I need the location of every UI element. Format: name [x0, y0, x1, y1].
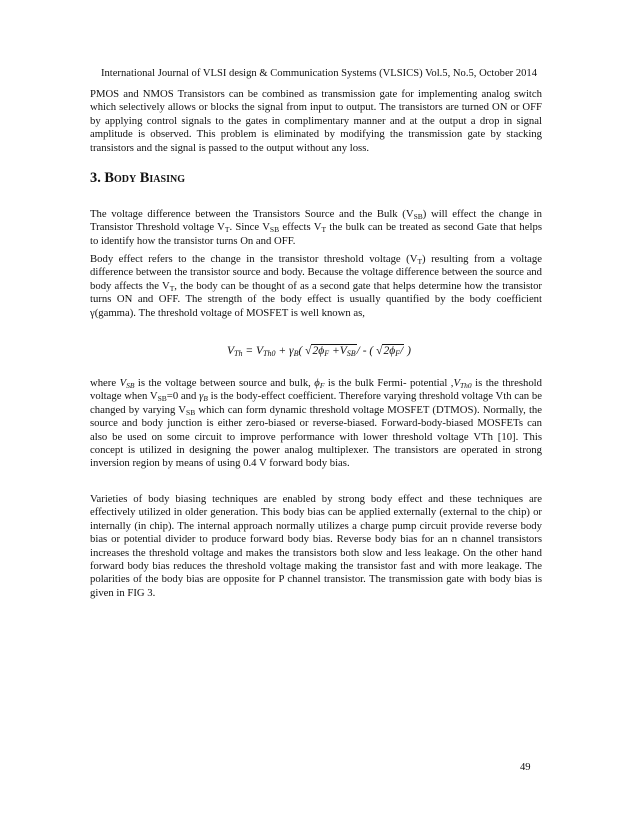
page-number: 49	[520, 762, 531, 773]
threshold-voltage-equation: $V_{Th} = V_{Th0} + \gamma_B$( $√2\phi_F +V_{SB}/$ - ( $√2\phi_F/$ )	[227, 345, 411, 358]
journal-header: International Journal of VLSI design & Communication Systems (VLSICS) Vol.5, No.5, October 2014	[100, 68, 538, 79]
radicand-1: $2\phi_F +V_{SB}$	[312, 345, 356, 358]
paragraph-body-effect: Body effect refers to the change in the transistor threshold voltage $(V_T)$ resulting from a voltage difference between the transistor source and body. Because the voltage difference between the source and body affects the $V_T$, the body can be thought of as a second gate that helps determine how the transistor turns ON and OFF. The strength of the body effect is usually quantified by the body coefficient γ(gamma). The threshold voltage of MOSFET is well known as,	[90, 253, 542, 319]
paragraph-where-definitions: where $V_{SB}$ is the voltage between source and bulk, $\phi_F$ is the bulk Fermi- potential $,V_{Th0}$ is the threshold voltage when $V_{SB}=0$ and $\gamma_B$ is the body-effect coefficient. Therefore varying threshold voltage Vth can be changed by varying $V_{SB}$ which can form dynamic threshold voltage MOSFET (DTMOS). Normally, the source and body junction is either zero-biased or reverse-biased. Forward-body-biased MOSFETs can also be used on some circuit to improve performance with lower threshold voltage VTh [10]. This concept is utilized in designing the power analog multiplexer. The transistors are operated in strong inversion region by means of using 0.4 V forward body bias.	[90, 377, 542, 470]
paragraph-body-bias-techniques: Varieties of body biasing techniques are enabled by strong body effect and these techniques are effectively utilized in older generation. This body bias can be applied externally (external to the chip) or internally (in chip). The internal approach normally utilizes a charge pump circuit provide reverse body bias or potential divider to produce forward body bias. Reverse body bias for an n channel transistors increases the threshold voltage and makes the transistors both slow and less leakage. On the other hand forward body bias reduces the threshold voltage making the transistor fast and with more leakage. The polarities of the body bias are opposite for P channel transistor. The transmission gate with body bias is given in FIG 3.	[90, 493, 542, 599]
sqrt-symbol: √	[305, 345, 312, 357]
paragraph-intro: PMOS and NMOS Transistors can be combined as transmission gate for implementing analog switch which selectively allows or blocks the signal from input to output. The transistors are turned ON or OFF by applying control signals to the gates in complimentary manner and at the output a drop in signal amplitude is observed. This problem is eliminated by modifying the transmission gate by stacking transistors and the signal is passed to the output without any loss.	[90, 88, 542, 154]
radicand-2: $2\phi_F/$	[383, 345, 404, 358]
section-heading: 3. Body Biasing	[90, 170, 185, 186]
paragraph-body-biasing-1: The voltage difference between the Transistors Source and the Bulk $(V_{SB})$ will effect the change in Transistor Threshold voltage $V_T$. Since $V_{SB}$ effects $V_T$ the bulk can be treated as second Gate that helps to identify how the transistor turns On and OFF.	[90, 208, 542, 247]
sqrt-symbol-2: √	[376, 345, 383, 357]
